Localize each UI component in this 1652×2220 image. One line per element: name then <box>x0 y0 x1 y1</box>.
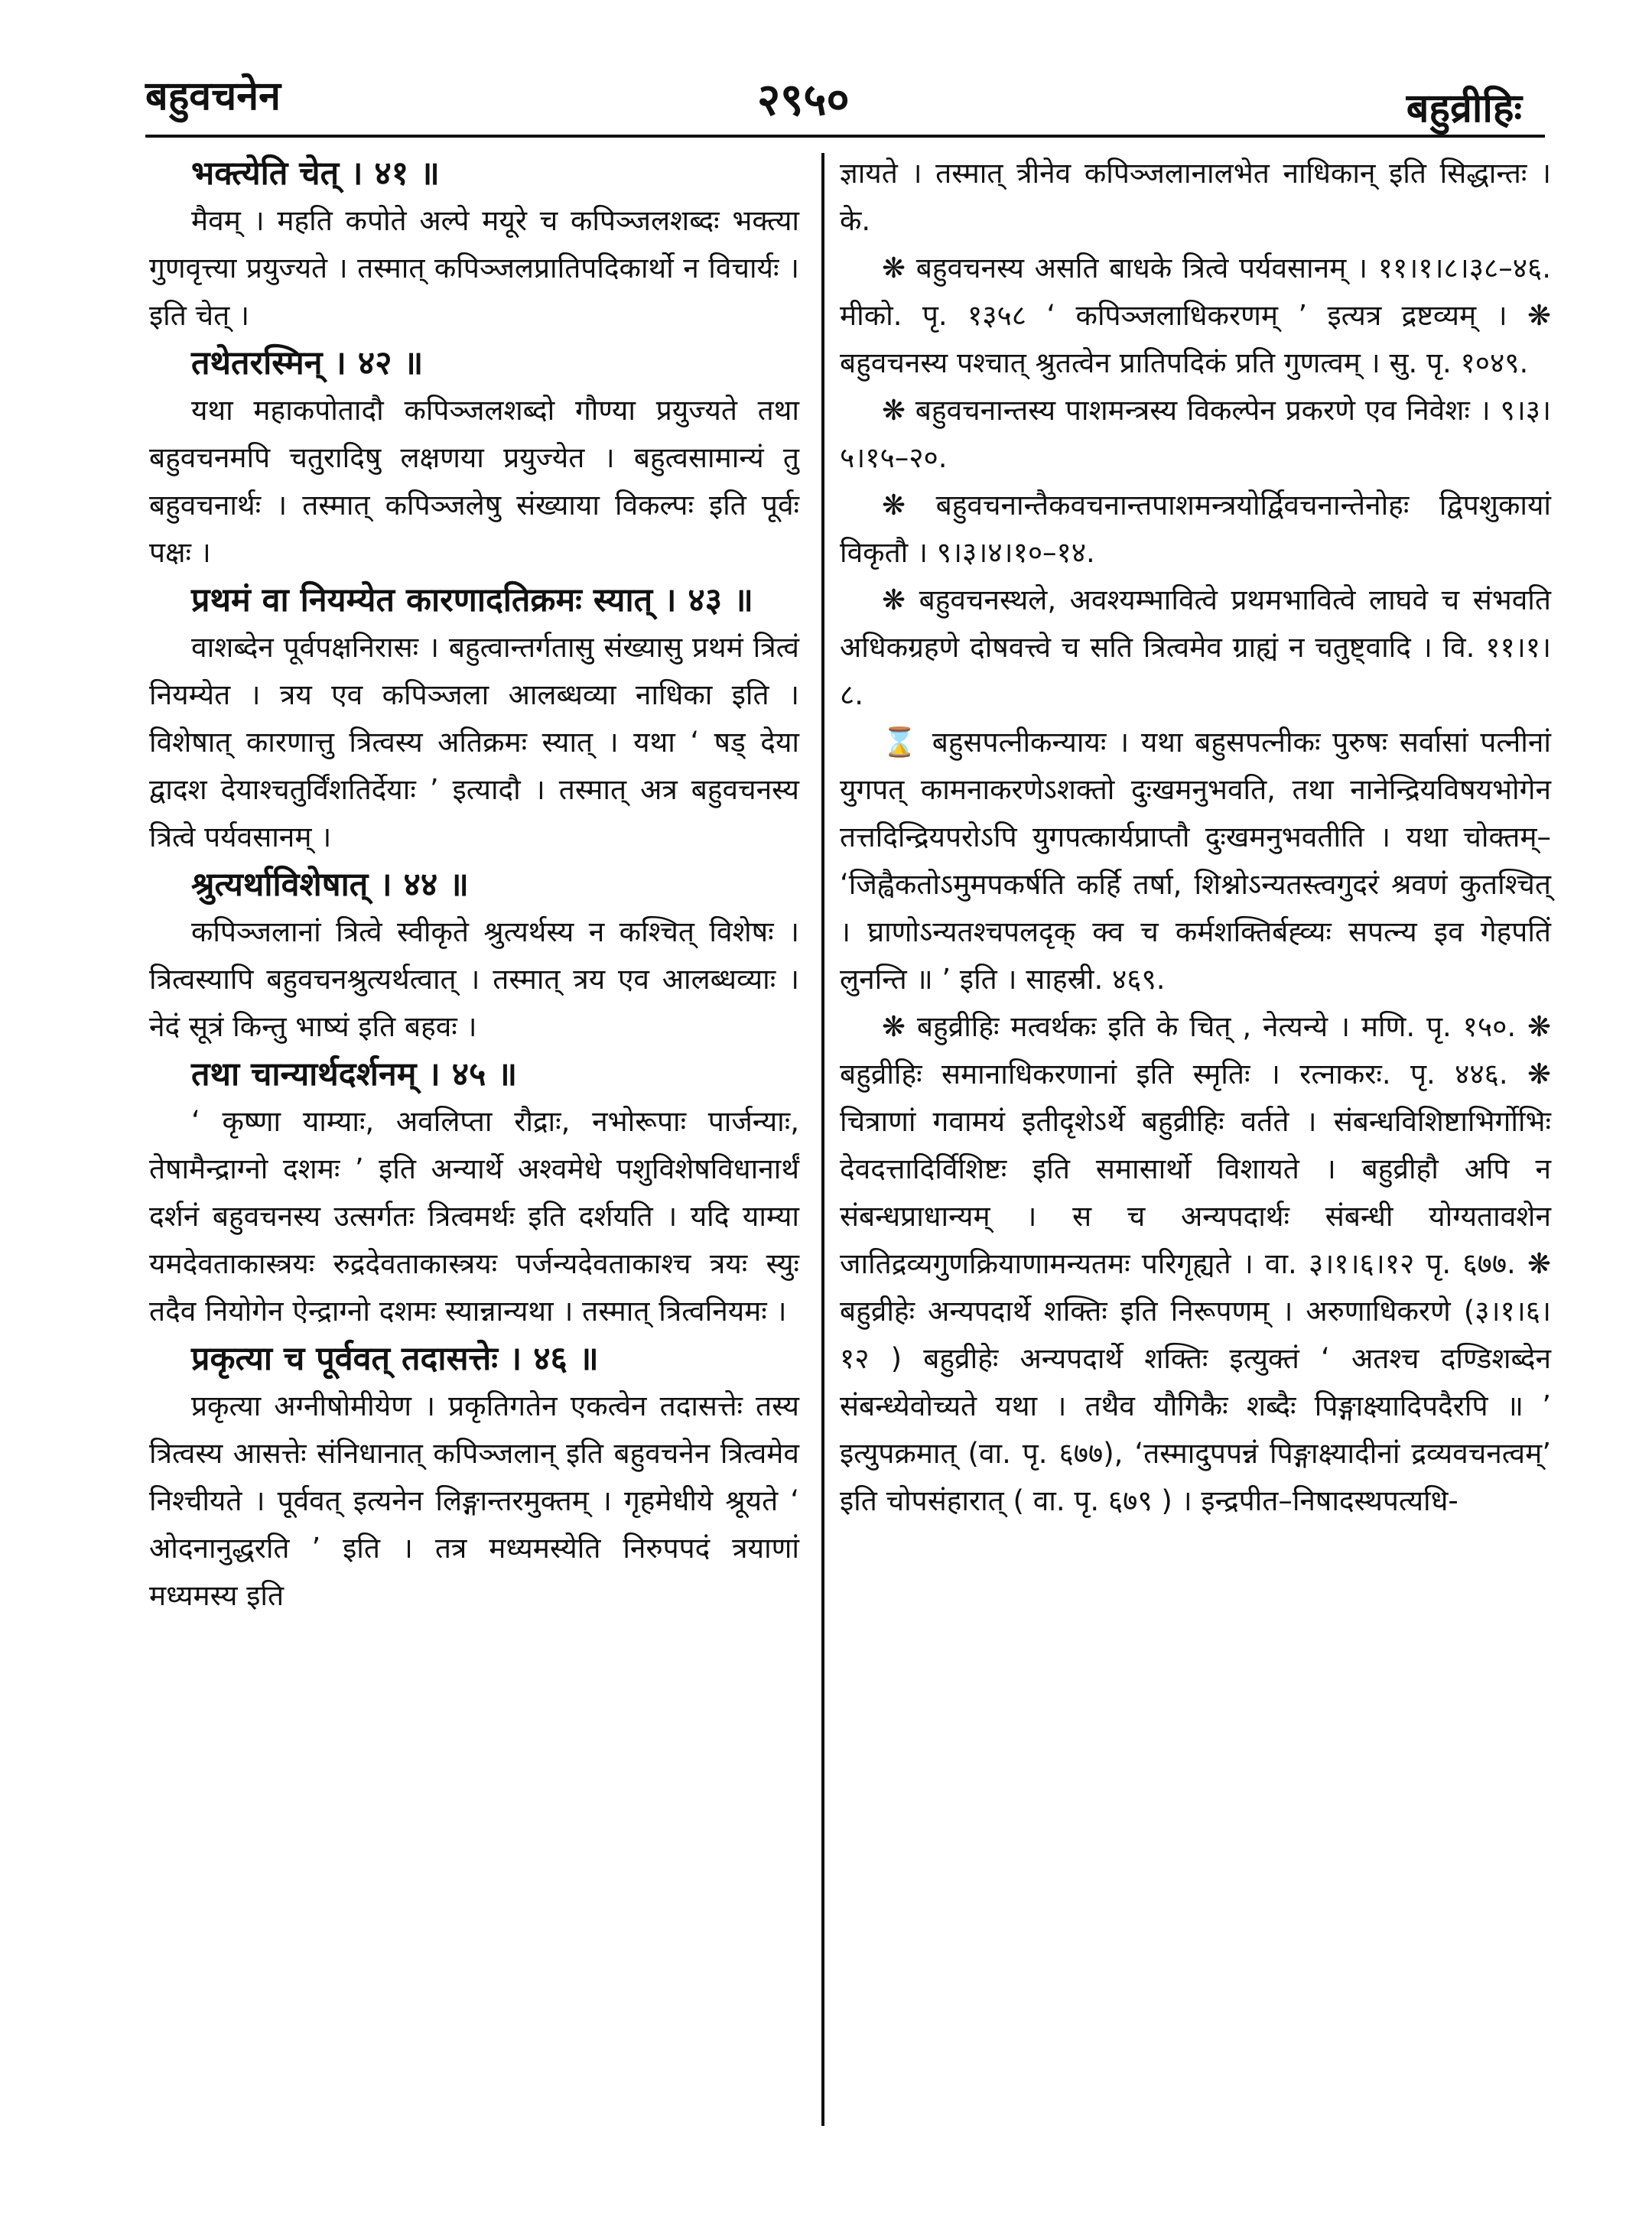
sutra-heading: भक्त्येति चेत् । ४१ ॥ <box>191 154 440 193</box>
sutra-heading: श्रुत्यर्थाविशेषात् । ४४ ॥ <box>191 866 469 904</box>
reference-entry: ❋ बहुवचनस्थले, अवश्यम्भावित्वे प्रथमभावित्वे लाघवे च संभवति अधिकग्रहणे दोषवत्त्वे च सति त्रित्वमेव ग्राह्यं न चतुष्ट्वादि । वि. ११।१।८. <box>840 583 1551 711</box>
reference-entry: ❋ बहुवचनस्य असति बाधके त्रित्वे पर्यवसानम् । ११।१।८।३८–४६. मीको. पृ. १३५८ ‘ कपिञ्जलाधिकरणम् ’ इत्यत्र द्रष्टव्यम् । ❋ बहुवचनस्य पश्चात् श्रुतत्वेन प्रातिपदिकं प्रति गुणत्वम् । सु. पृ. १०४९. <box>840 252 1551 379</box>
reference-entry: ❋ बहुवचनान्तैकवचनान्तपाशमन्त्रयोर्द्विवचनान्तेनोहः द्विपशुकायां विकृतौ । ९।३।४।१०–१४. <box>840 489 1551 569</box>
reference-entry: ❋ बहुवचनान्तस्य पाशमन्त्रस्य विकल्पेन प्रकरणे एव निवेशः । ९।३।५।१५–२०. <box>840 394 1551 474</box>
nyaya-entry: ⌛ बहुसपत्नीकन्यायः । यथा बहुसपत्नीकः पुरुषः सर्वासां पत्नीनां युगपत् कामनाकरणेऽशक्तो दुःखमनुभवति, तथा नानेन्द्रियविषयभोगेन तत्तदिन्द्रियपरोऽपि युगपत्कार्यप्राप्तौ दुःखमनुभवतीति । यथा चोक्तम्– ‘जिह्वैकतोऽमुमपकर्षति कर्हि तर्षा, शिश्नोऽन्यतस्त्वगुदरं श्रवणं कुतश्चित् । घ्राणोऽन्यतश्चपलदृक् क्व च कर्मशक्तिर्बह्व्यः सपत्न्य इव गेहपतिं लुनन्ति ॥ ’ इति । साहस्री. ४६९. <box>840 726 1551 996</box>
commentary-paragraph: वाशब्देन पूर्वपक्षनिरासः । बहुत्वान्तर्गतासु संख्यासु प्रथमं त्रित्वं नियम्येत । त्रय एव कपिञ्जला आलब्धव्या नाधिका इति । विशेषात् कारणात्तु त्रित्वस्य अतिक्रमः स्यात् । यथा ‘ षड् देया द्वादश देयाश्चतुर्विंशतिर्देयाः ’ इत्यादौ । तस्मात् अत्र बहुवचनस्य त्रित्वे पर्यवसानम् । <box>149 631 799 853</box>
commentary-paragraph: प्रकृत्या अग्नीषोमीयेण । प्रकृतिगतेन एकत्वेन तदासत्तेः तस्य त्रित्वस्य आसत्तेः संनिधानात् कपिञ्जलान् इति बहुवचनेन त्रित्वमेव निश्चीयते । पूर्ववत् इत्यनेन लिङ्गान्तरमुक्तम् । गृहमेधीये श्रूयते ‘ ओदनानुद्धरति ’ इति । तत्र मध्यमस्येति निरुपपदं त्रयाणां मध्यमस्य इति <box>149 1390 799 1612</box>
sutra-heading: प्रथमं वा नियम्येत कारणादतिक्रमः स्यात् । ४३ ॥ <box>191 581 753 619</box>
sutra-heading: तथा चान्यार्थदर्शनम् । ४५ ॥ <box>191 1055 518 1094</box>
sutra-heading: तथेतरस्मिन् । ४२ ॥ <box>191 344 424 382</box>
header-rule <box>145 135 1545 138</box>
column-divider <box>821 153 824 2126</box>
page-number: २९५० <box>757 73 850 125</box>
commentary-paragraph: ‘ कृष्णा याम्याः, अवलिप्ता रौद्राः, नभोरूपाः पार्जन्याः, तेषामैन्द्राग्नो दशमः ’ इति अन्यार्थे अश्वमेधे पशुविशेषविधानार्थं दर्शनं बहुवचनस्य उत्सर्गतः त्रित्वमर्थः इति दर्शयति । यदि याम्या यमदेवताकास्त्रयः रुद्रदेवताकास्त्रयः पर्जन्यदेवताकाश्च त्रयः स्युः तदैव नियोगेन ऐन्द्राग्नो दशमः स्यान्नान्यथा । तस्मात् त्रित्वनियमः । <box>149 1105 799 1328</box>
commentary-paragraph: यथा महाकपोतादौ कपिञ्जलशब्दो गौण्या प्रयुज्यते तथा बहुवचनमपि चतुरादिषु लक्षणया प्रयुज्येत । बहुत्वसामान्यं तु बहुवचनार्थः । तस्मात् कपिञ्जलेषु संख्याया विकल्पः इति पूर्वः पक्षः । <box>149 394 799 569</box>
page-header <box>0 0 1652 153</box>
commentary-paragraph: कपिञ्जलानां त्रित्वे स्वीकृते श्रुत्यर्थस्य न कश्चित् विशेषः । त्रित्वस्यापि बहुवचनश्रुत्यर्थत्वात् । तस्मात् त्रय एव आलब्धव्याः । नेदं सूत्रं किन्तु भाष्यं इति बहवः । <box>149 915 799 1043</box>
running-head-right: बहुव्रीहिः <box>1406 86 1522 132</box>
continued-paragraph: ज्ञायते । तस्मात् त्रीनेव कपिञ्जलानालभेत नाधिकान् इति सिद्धान्तः । के. <box>840 157 1551 237</box>
reference-entry: ❋ बहुव्रीहिः मत्वर्थकः इति के चित् , नेत्यन्ये । मणि. पृ. १५०. ❋ बहुव्रीहिः समानाधिकरणानां इति स्मृतिः । रत्नाकरः. पृ. ४४६. ❋ चित्राणां गवामयं इतीदृशेऽर्थे बहुव्रीहिः वर्तते । संबन्धविशिष्टाभिर्गोभिः देवदत्तादिर्विशिष्टः इति समासार्थो विशायते । बहुव्रीहौ अपि न संबन्धप्राधान्यम् । स च अन्यपदार्थः संबन्धी योग्यतावशेन जातिद्रव्यगुणक्रियाणामन्यतमः परिगृह्यते । वा. ३।१।६।१२ पृ. ६७७. ❋ बहुव्रीहेः अन्यपदार्थे शक्तिः इति निरूपणम् । अरुणाधिकरणे (३।१।६।१२ ) बहुव्रीहेः अन्यपदार्थे शक्तिः इत्युक्तं ‘ अतश्च दण्डिशब्देन संबन्ध्येवोच्यते यथा । तथैव यौगिकैः शब्दैः पिङ्गाक्ष्यादिपदैरपि ॥ ’ इत्युपक्रमात् (वा. पृ. ६७७), ‘तस्मादुपपन्नं पिङ्गाक्ष्यादीनां द्रव्यवचनत्वम्’ इति चोपसंहारात् ( वा. पृ. ६७९ ) । इन्द्रपीत–निषादस्थपत्यधि- <box>840 1010 1551 1517</box>
sutra-heading: प्रकृत्या च पूर्ववत् तदासत्तेः । ४६ ॥ <box>191 1340 599 1378</box>
commentary-paragraph: मैवम् । महति कपोते अल्पे मयूरे च कपिञ्जलशब्दः भक्त्या गुणवृत्त्या प्रयुज्यते । तस्मात् कपिञ्जलप्रातिपदिकार्थो न विचार्यः । इति चेत् । <box>149 204 799 332</box>
right-column <box>840 150 1551 1525</box>
left-column <box>149 150 799 1620</box>
running-head-left: बहुवचनेन <box>145 73 281 119</box>
